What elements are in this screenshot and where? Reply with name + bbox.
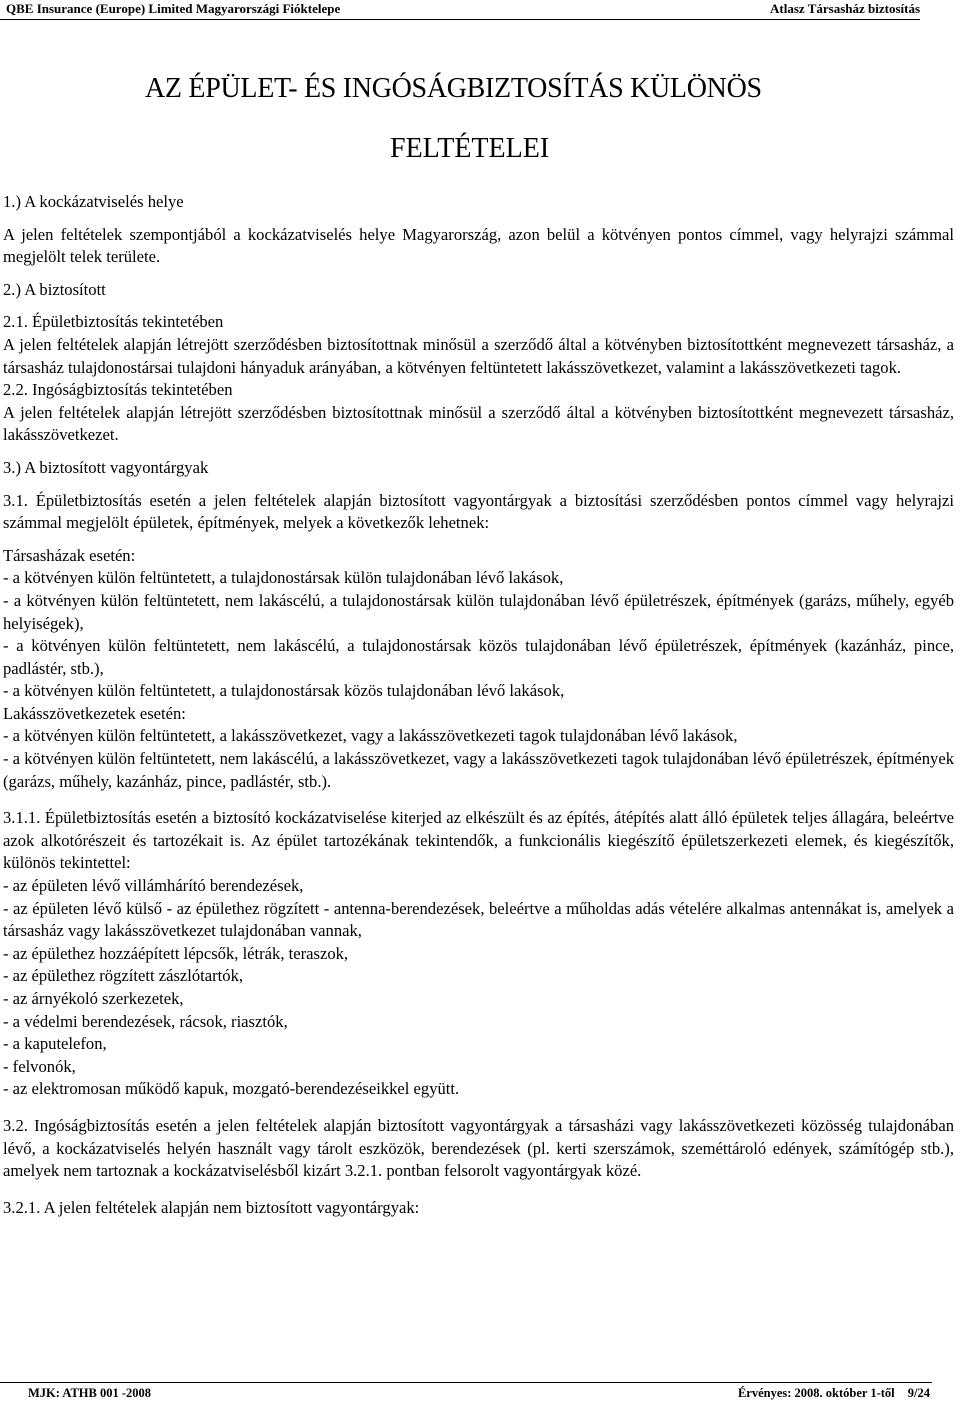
tarsashaz-heading: Társasházak esetén: <box>3 545 136 565</box>
list-item: - a kötvényen külön feltüntetett, nem lakáscélú, a lakásszövetkezet, vagy a lakásszövetkezeti tagok tulajdonában lévő épületrészek, építmények (garázs, műhely, kazánház, pince, padlástér, stb.). <box>3 749 955 791</box>
footer-right <box>728 1385 930 1401</box>
list-item: - a kötvényen külön feltüntetett, nem lakáscélú, a tulajdonostársak közös tulajdonában lévő épületrészek, építmények (kazánház, pince, padlástér, stb.), <box>3 636 954 678</box>
section-3-1-text: 3.1. Épületbiztosítás esetén a jelen feltételek alapján biztosított vagyontárgyak a biztosítási szerződésben pontos címmel vagy helyrajzi számmal megjelölt épületek, építmények, melyek a következők lehetnek: <box>3 490 954 533</box>
section-2-heading: 2.) A biztosított <box>3 279 106 299</box>
list-item: - a kaputelefon, <box>3 1034 107 1054</box>
list-item: - a kötvényen külön feltüntetett, nem lakáscélú, a tulajdonostársak külön tulajdonában lévő épületrészek, építmények (garázs, műhely, egyéb helyiségek), <box>3 590 954 633</box>
header-product: Atlasz Társasház biztosítás <box>770 1 920 16</box>
list-item: - az árnyékoló szerkezetek, <box>3 989 184 1008</box>
list-item: - felvonók, <box>3 1056 76 1076</box>
lakasszovetkezet-heading: Lakásszövetkezetek esetén: <box>3 703 186 723</box>
header-rule <box>0 19 920 20</box>
section-1-text: A jelen feltételek szempontjából a kockázatviselés helye Magyarország, azon belül a kötvényen pontos címmel, vagy helyrajzi számmal megjelölt telek területe. <box>3 224 954 267</box>
section-2-1-heading: 2.1. Épületbiztosítás tekintetében <box>3 312 224 332</box>
document-title: AZ ÉPÜLET- ÉS INGÓSÁGBIZTOSÍTÁS KÜLÖNÖS <box>145 73 762 104</box>
list-item: - az épületen lévő villámhárító berendezések, <box>3 876 304 896</box>
section-2-2-text: A jelen feltételek alapján létrejött szerződésben biztosítottnak minősül a szerződő által a kötvényben biztosítottként megnevezett társasház, lakásszövetkezet. <box>3 402 954 445</box>
list-item: - a kötvényen külön feltüntetett, a tulajdonostársak közös tulajdonában lévő lakások, <box>3 681 565 701</box>
list-item: - az épülethez hozzáépített lépcsők, létrák, teraszok, <box>3 943 349 963</box>
section-3-2-text: 3.2. Ingóságbiztosítás esetén a jelen feltételek alapján biztosított vagyontárgyak a társasházi vagy lakásszövetkezeti közösség tulajdonában lévő, a kockázatviselés helyén használt vagy tárolt eszközök, berendezések (pl. kerti szerszámok, szeméttároló edények, számítógép stb.), amelyek nem tartoznak a kockázatviselésből kizárt 3.2.1. pontban felsorolt vagyontárgyak közé. <box>3 1115 954 1181</box>
list-item: - a kötvényen külön feltüntetett, a lakásszövetkezet, vagy a lakásszövetkezeti tagok tulajdonában lévő lakások, <box>3 726 738 746</box>
list-item: - az elektromosan működő kapuk, mozgató-berendezéseikkel együtt. <box>3 1079 460 1099</box>
footer-rule <box>0 1382 932 1383</box>
document-title-continued: FELTÉTELEI <box>390 133 550 164</box>
section-1-heading: 1.) A kockázatviselés helye <box>3 192 184 211</box>
footer-page-number: 9/24 <box>907 1386 930 1400</box>
header-company: QBE Insurance (Europe) Limited Magyarországi Fióktelepe <box>6 1 341 16</box>
section-2-2-heading: 2.2. Ingóságbiztosítás tekintetében <box>3 380 233 400</box>
list-item: - a kötvényen külön feltüntetett, a tulajdonostársak külön tulajdonában lévő lakások, <box>3 568 564 588</box>
footer-document-id: MJK: ATHB 001 -2008 <box>28 1386 152 1400</box>
list-item: - a védelmi berendezések, rácsok, riasztók, <box>3 1011 288 1031</box>
document-body <box>3 191 954 1219</box>
section-2-1-text: A jelen feltételek alapján létrejött szerződésben biztosítottnak minősül a szerződő által a kötvényben biztosítottként megnevezett társasház, a társasház tulajdonostársai tulajdoni hányaduk arányában, a kötvényen feltüntetett lakásszövetkezet, valamint a lakásszövetkezeti tagok. <box>3 334 954 377</box>
list-item: - az épülethez rögzített zászlótartók, <box>3 966 244 986</box>
section-3-2-1-text: 3.2.1. A jelen feltételek alapján nem biztosított vagyontárgyak: <box>3 1197 420 1217</box>
section-3-1-1-text: 3.1.1. Épületbiztosítás esetén a biztosító kockázatviselése kiterjed az elkészült és az építés, átépítés alatt álló épületek teljes állagára, beleértve azok alkotórészeit és tartozékait is. Az épület tartozékának tekintendők, a funkcionális kiegészítő épületszerkezeti elemek, és kiegészítők, különös tekintettel: <box>3 808 954 873</box>
page-footer <box>28 1385 930 1401</box>
footer-validity: Érvényes: 2008. október 1-től <box>737 1386 895 1400</box>
list-item: - az épületen lévő külső - az épülethez rögzített - antenna-berendezések, beleértve a műholdas adás vételére alkalmas antennákat is, amelyek a társasház vagy lakásszövetkezet tulajdonában vannak, <box>3 898 954 941</box>
section-3-heading: 3.) A biztosított vagyontárgyak <box>3 457 209 477</box>
